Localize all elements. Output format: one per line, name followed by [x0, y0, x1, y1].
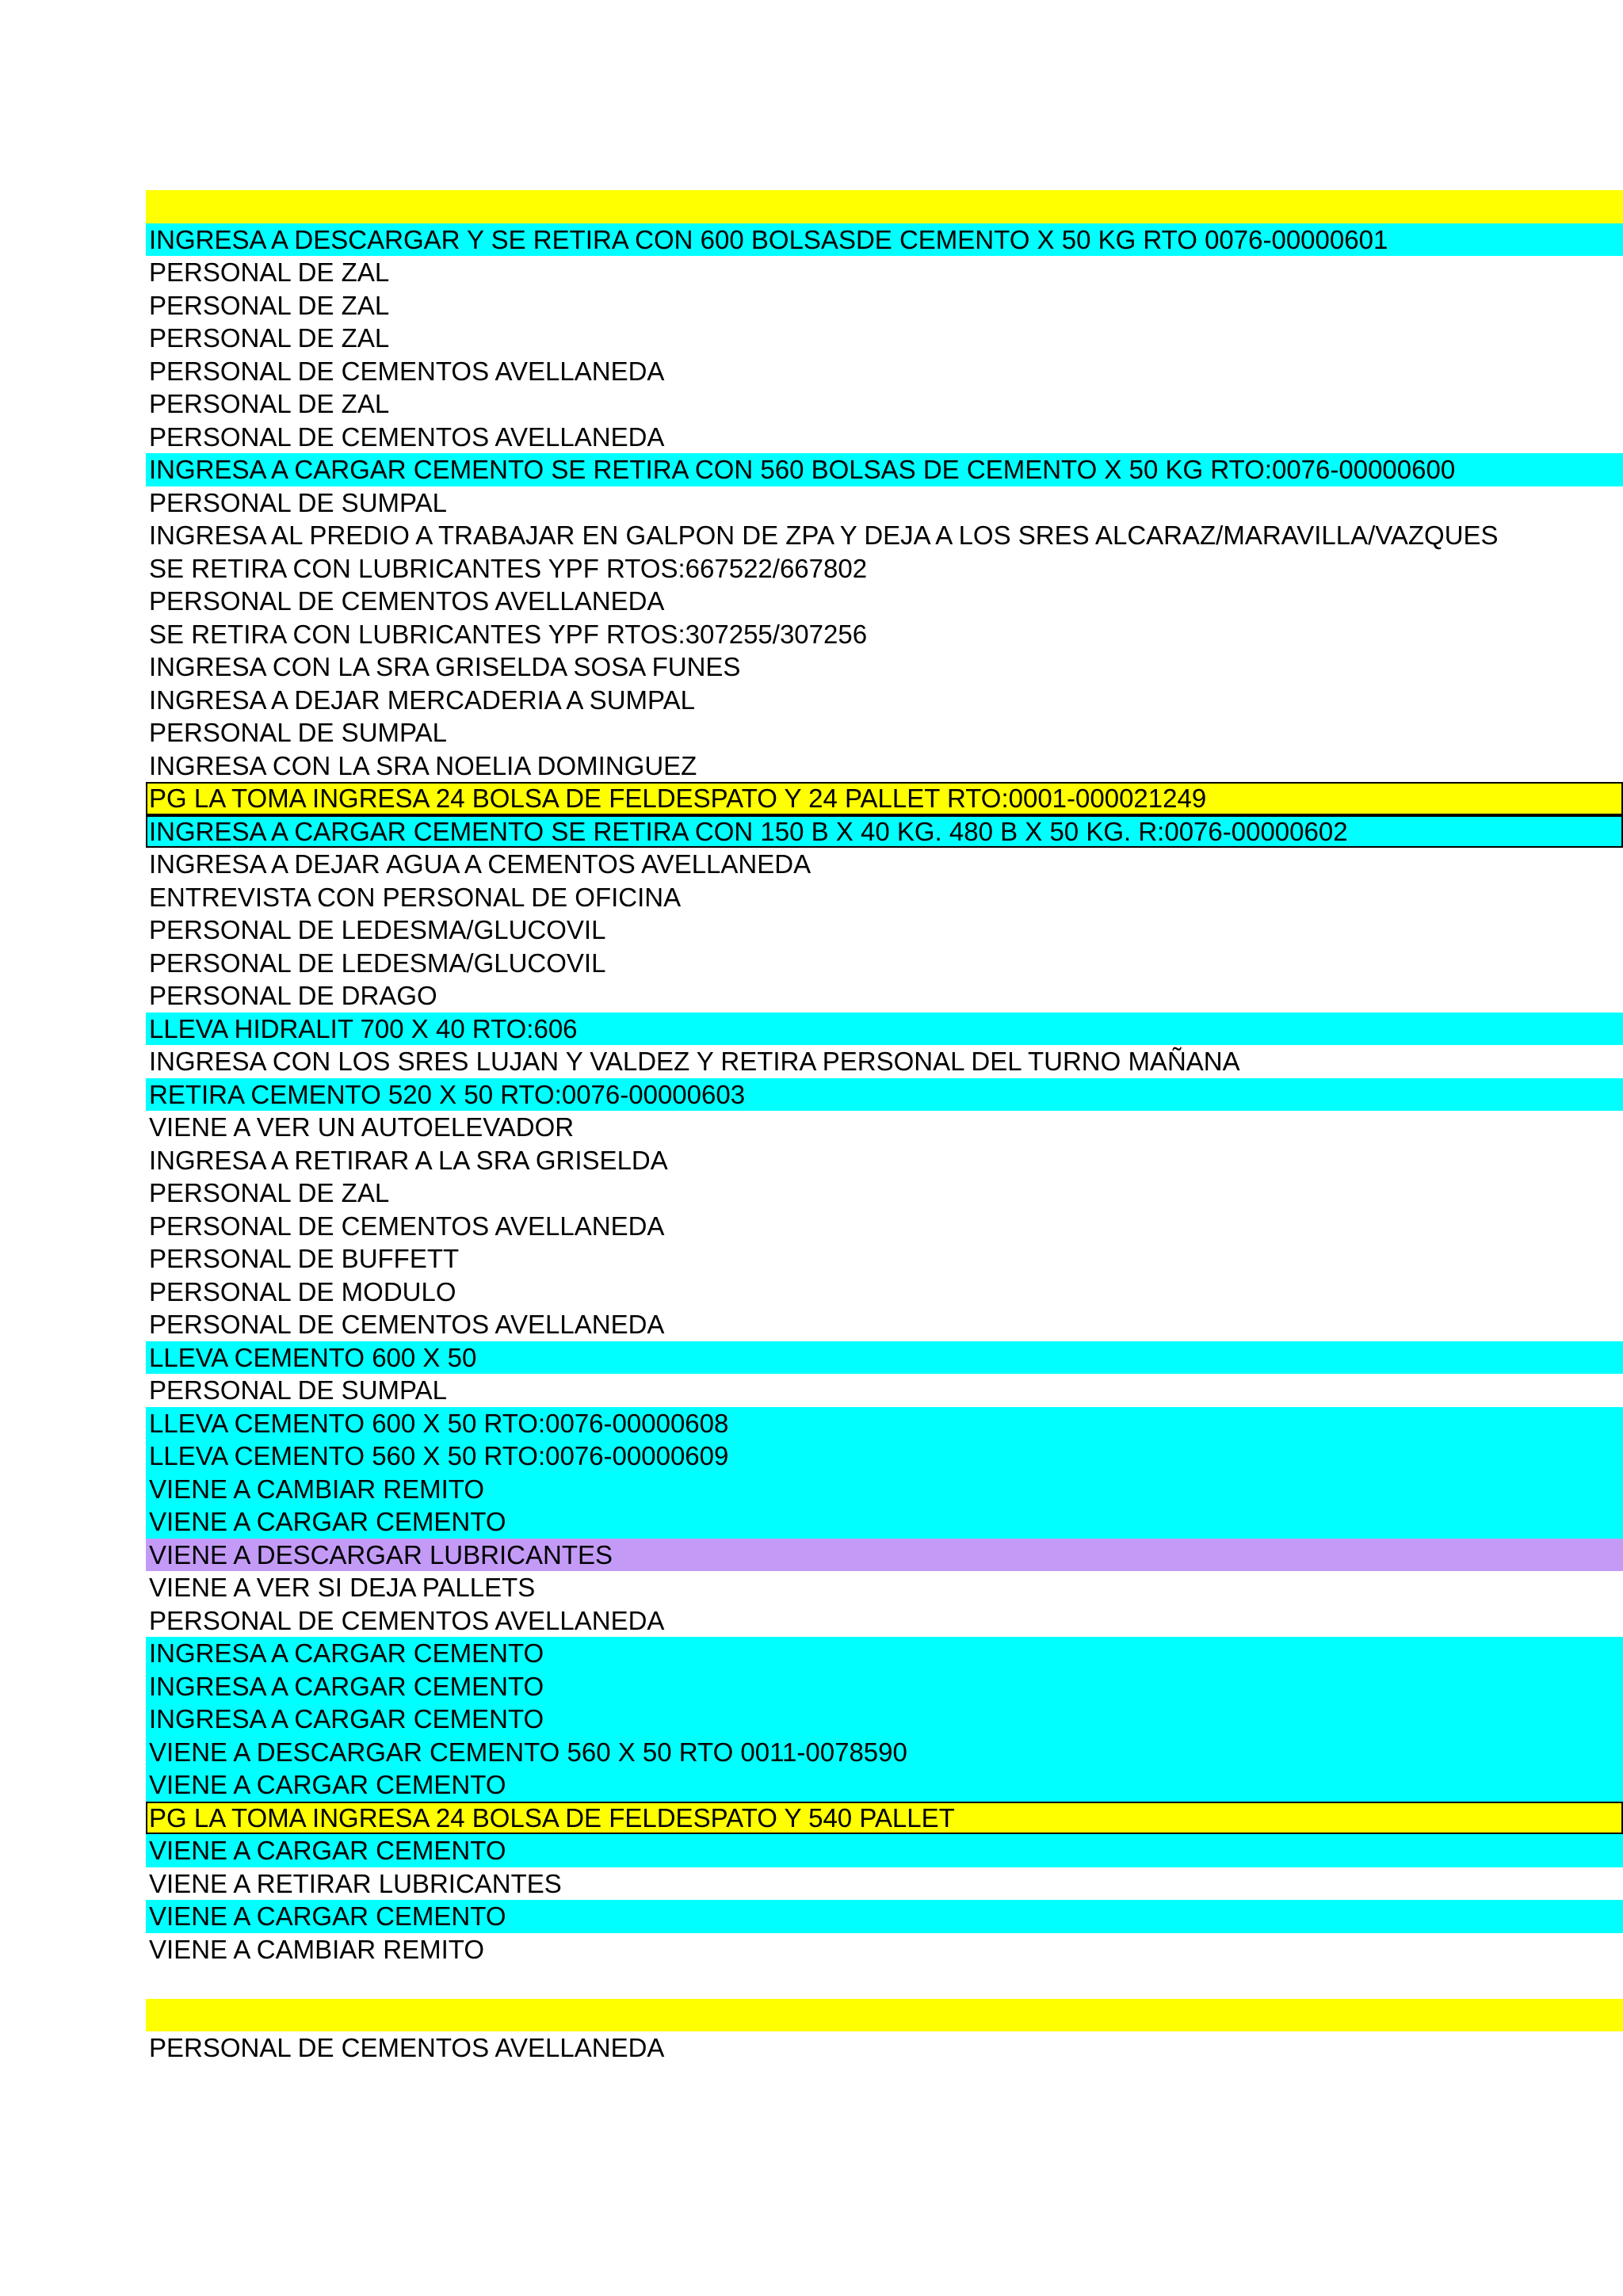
- sheet-row[interactable]: VIENE A CARGAR CEMENTO: [146, 1900, 1623, 1933]
- sheet-row[interactable]: INGRESA A DEJAR AGUA A CEMENTOS AVELLANEDA: [149, 849, 812, 879]
- sheet-row[interactable]: VIENE A VER UN AUTOELEVADOR: [149, 1112, 575, 1142]
- sheet-row[interactable]: [146, 190, 1623, 223]
- sheet-row[interactable]: PERSONAL DE ZAL: [149, 389, 390, 418]
- sheet-row[interactable]: INGRESA AL PREDIO A TRABAJAR EN GALPON DE ZPA Y DEJA A LOS SRES ALCARAZ/MARAVILLA/VAZQUES: [149, 521, 1499, 550]
- sheet-row[interactable]: PERSONAL DE LEDESMA/GLUCOVIL: [149, 948, 606, 978]
- sheet-row[interactable]: PERSONAL DE CEMENTOS AVELLANEDA: [149, 2033, 665, 2062]
- sheet-row[interactable]: PG LA TOMA INGRESA 24 BOLSA DE FELDESPATO Y 540 PALLET: [146, 1802, 1623, 1835]
- sheet-row[interactable]: VIENE A CARGAR CEMENTO: [146, 1505, 1623, 1539]
- sheet-row[interactable]: INGRESA A DESCARGAR Y SE RETIRA CON 600 BOLSASDE CEMENTO X 50 KG RTO 0076-00000601: [146, 223, 1623, 257]
- sheet-row[interactable]: RETIRA CEMENTO 520 X 50 RTO:0076-00000603: [146, 1078, 1623, 1112]
- sheet-row[interactable]: VIENE A DESCARGAR CEMENTO 560 X 50 RTO 0011-0078590: [146, 1736, 1623, 1769]
- spreadsheet-column: [146, 190, 1623, 2065]
- sheet-row[interactable]: LLEVA HIDRALIT 700 X 40 RTO:606: [146, 1013, 1623, 1046]
- sheet-row[interactable]: PERSONAL DE CEMENTOS AVELLANEDA: [149, 1211, 665, 1241]
- sheet-row[interactable]: ENTREVISTA CON PERSONAL DE OFICINA: [149, 882, 682, 912]
- sheet-row[interactable]: VIENE A DESCARGAR LUBRICANTES: [146, 1539, 1623, 1572]
- sheet-row[interactable]: LLEVA CEMENTO 560 X 50 RTO:0076-00000609: [146, 1440, 1623, 1473]
- sheet-row[interactable]: INGRESA A CARGAR CEMENTO SE RETIRA CON 150 B X 40 KG. 480 B X 50 KG. R:0076-00000602: [146, 815, 1623, 849]
- sheet-row[interactable]: PERSONAL DE ZAL: [149, 290, 390, 320]
- sheet-row[interactable]: [146, 1999, 1623, 2032]
- sheet-row[interactable]: SE RETIRA CON LUBRICANTES YPF RTOS:667522/667802: [149, 553, 868, 583]
- sheet-row[interactable]: LLEVA CEMENTO 600 X 50: [146, 1341, 1623, 1375]
- sheet-row[interactable]: VIENE A CARGAR CEMENTO: [146, 1768, 1623, 1802]
- sheet-row[interactable]: PERSONAL DE SUMPAL: [149, 1375, 447, 1405]
- sheet-row[interactable]: PERSONAL DE LEDESMA/GLUCOVIL: [149, 915, 606, 944]
- sheet-row[interactable]: PERSONAL DE CEMENTOS AVELLANEDA: [149, 1605, 665, 1635]
- sheet-row[interactable]: INGRESA A CARGAR CEMENTO: [146, 1637, 1623, 1670]
- sheet-row[interactable]: VIENE A RETIRAR LUBRICANTES: [149, 1868, 562, 1898]
- sheet-row[interactable]: PG LA TOMA INGRESA 24 BOLSA DE FELDESPATO Y 24 PALLET RTO:0001-000021249: [146, 782, 1623, 815]
- sheet-row[interactable]: PERSONAL DE DRAGO: [149, 981, 437, 1010]
- sheet-row[interactable]: SE RETIRA CON LUBRICANTES YPF RTOS:307255/307256: [149, 619, 868, 649]
- sheet-row[interactable]: PERSONAL DE CEMENTOS AVELLANEDA: [149, 586, 665, 616]
- sheet-row[interactable]: INGRESA A CARGAR CEMENTO: [146, 1670, 1623, 1703]
- sheet-row[interactable]: VIENE A VER SI DEJA PALLETS: [149, 1573, 536, 1602]
- sheet-row[interactable]: VIENE A CAMBIAR REMITO: [149, 1934, 484, 1964]
- sheet-row[interactable]: INGRESA CON LA SRA NOELIA DOMINGUEZ: [149, 750, 697, 780]
- sheet-row[interactable]: PERSONAL DE SUMPAL: [149, 718, 447, 747]
- sheet-row[interactable]: PERSONAL DE ZAL: [149, 323, 390, 353]
- sheet-row[interactable]: INGRESA A CARGAR CEMENTO: [146, 1703, 1623, 1736]
- sheet-row[interactable]: INGRESA A RETIRAR A LA SRA GRISELDA: [149, 1145, 668, 1175]
- sheet-row[interactable]: PERSONAL DE ZAL: [149, 1178, 390, 1207]
- sheet-row[interactable]: PERSONAL DE CEMENTOS AVELLANEDA: [149, 356, 665, 386]
- sheet-row[interactable]: [146, 1966, 1623, 1999]
- sheet-row[interactable]: PERSONAL DE SUMPAL: [149, 487, 447, 517]
- sheet-row[interactable]: LLEVA CEMENTO 600 X 50 RTO:0076-00000608: [146, 1407, 1623, 1440]
- sheet-row[interactable]: PERSONAL DE CEMENTOS AVELLANEDA: [149, 1310, 665, 1339]
- sheet-row[interactable]: VIENE A CARGAR CEMENTO: [146, 1834, 1623, 1867]
- sheet-row[interactable]: INGRESA CON LA SRA GRISELDA SOSA FUNES: [149, 652, 741, 681]
- sheet-row[interactable]: PERSONAL DE MODULO: [149, 1276, 456, 1306]
- sheet-row[interactable]: PERSONAL DE ZAL: [149, 257, 390, 287]
- sheet-row[interactable]: INGRESA A CARGAR CEMENTO SE RETIRA CON 560 BOLSAS DE CEMENTO X 50 KG RTO:0076-00000600: [146, 453, 1623, 486]
- sheet-row[interactable]: PERSONAL DE CEMENTOS AVELLANEDA: [149, 421, 665, 452]
- sheet-row[interactable]: INGRESA CON LOS SRES LUJAN Y VALDEZ Y RETIRA PERSONAL DEL TURNO MAÑANA: [149, 1047, 1240, 1076]
- sheet-row[interactable]: INGRESA A DEJAR MERCADERIA A SUMPAL: [149, 685, 695, 715]
- sheet-row[interactable]: VIENE A CAMBIAR REMITO: [146, 1473, 1623, 1506]
- sheet-row[interactable]: PERSONAL DE BUFFETT: [149, 1244, 460, 1273]
